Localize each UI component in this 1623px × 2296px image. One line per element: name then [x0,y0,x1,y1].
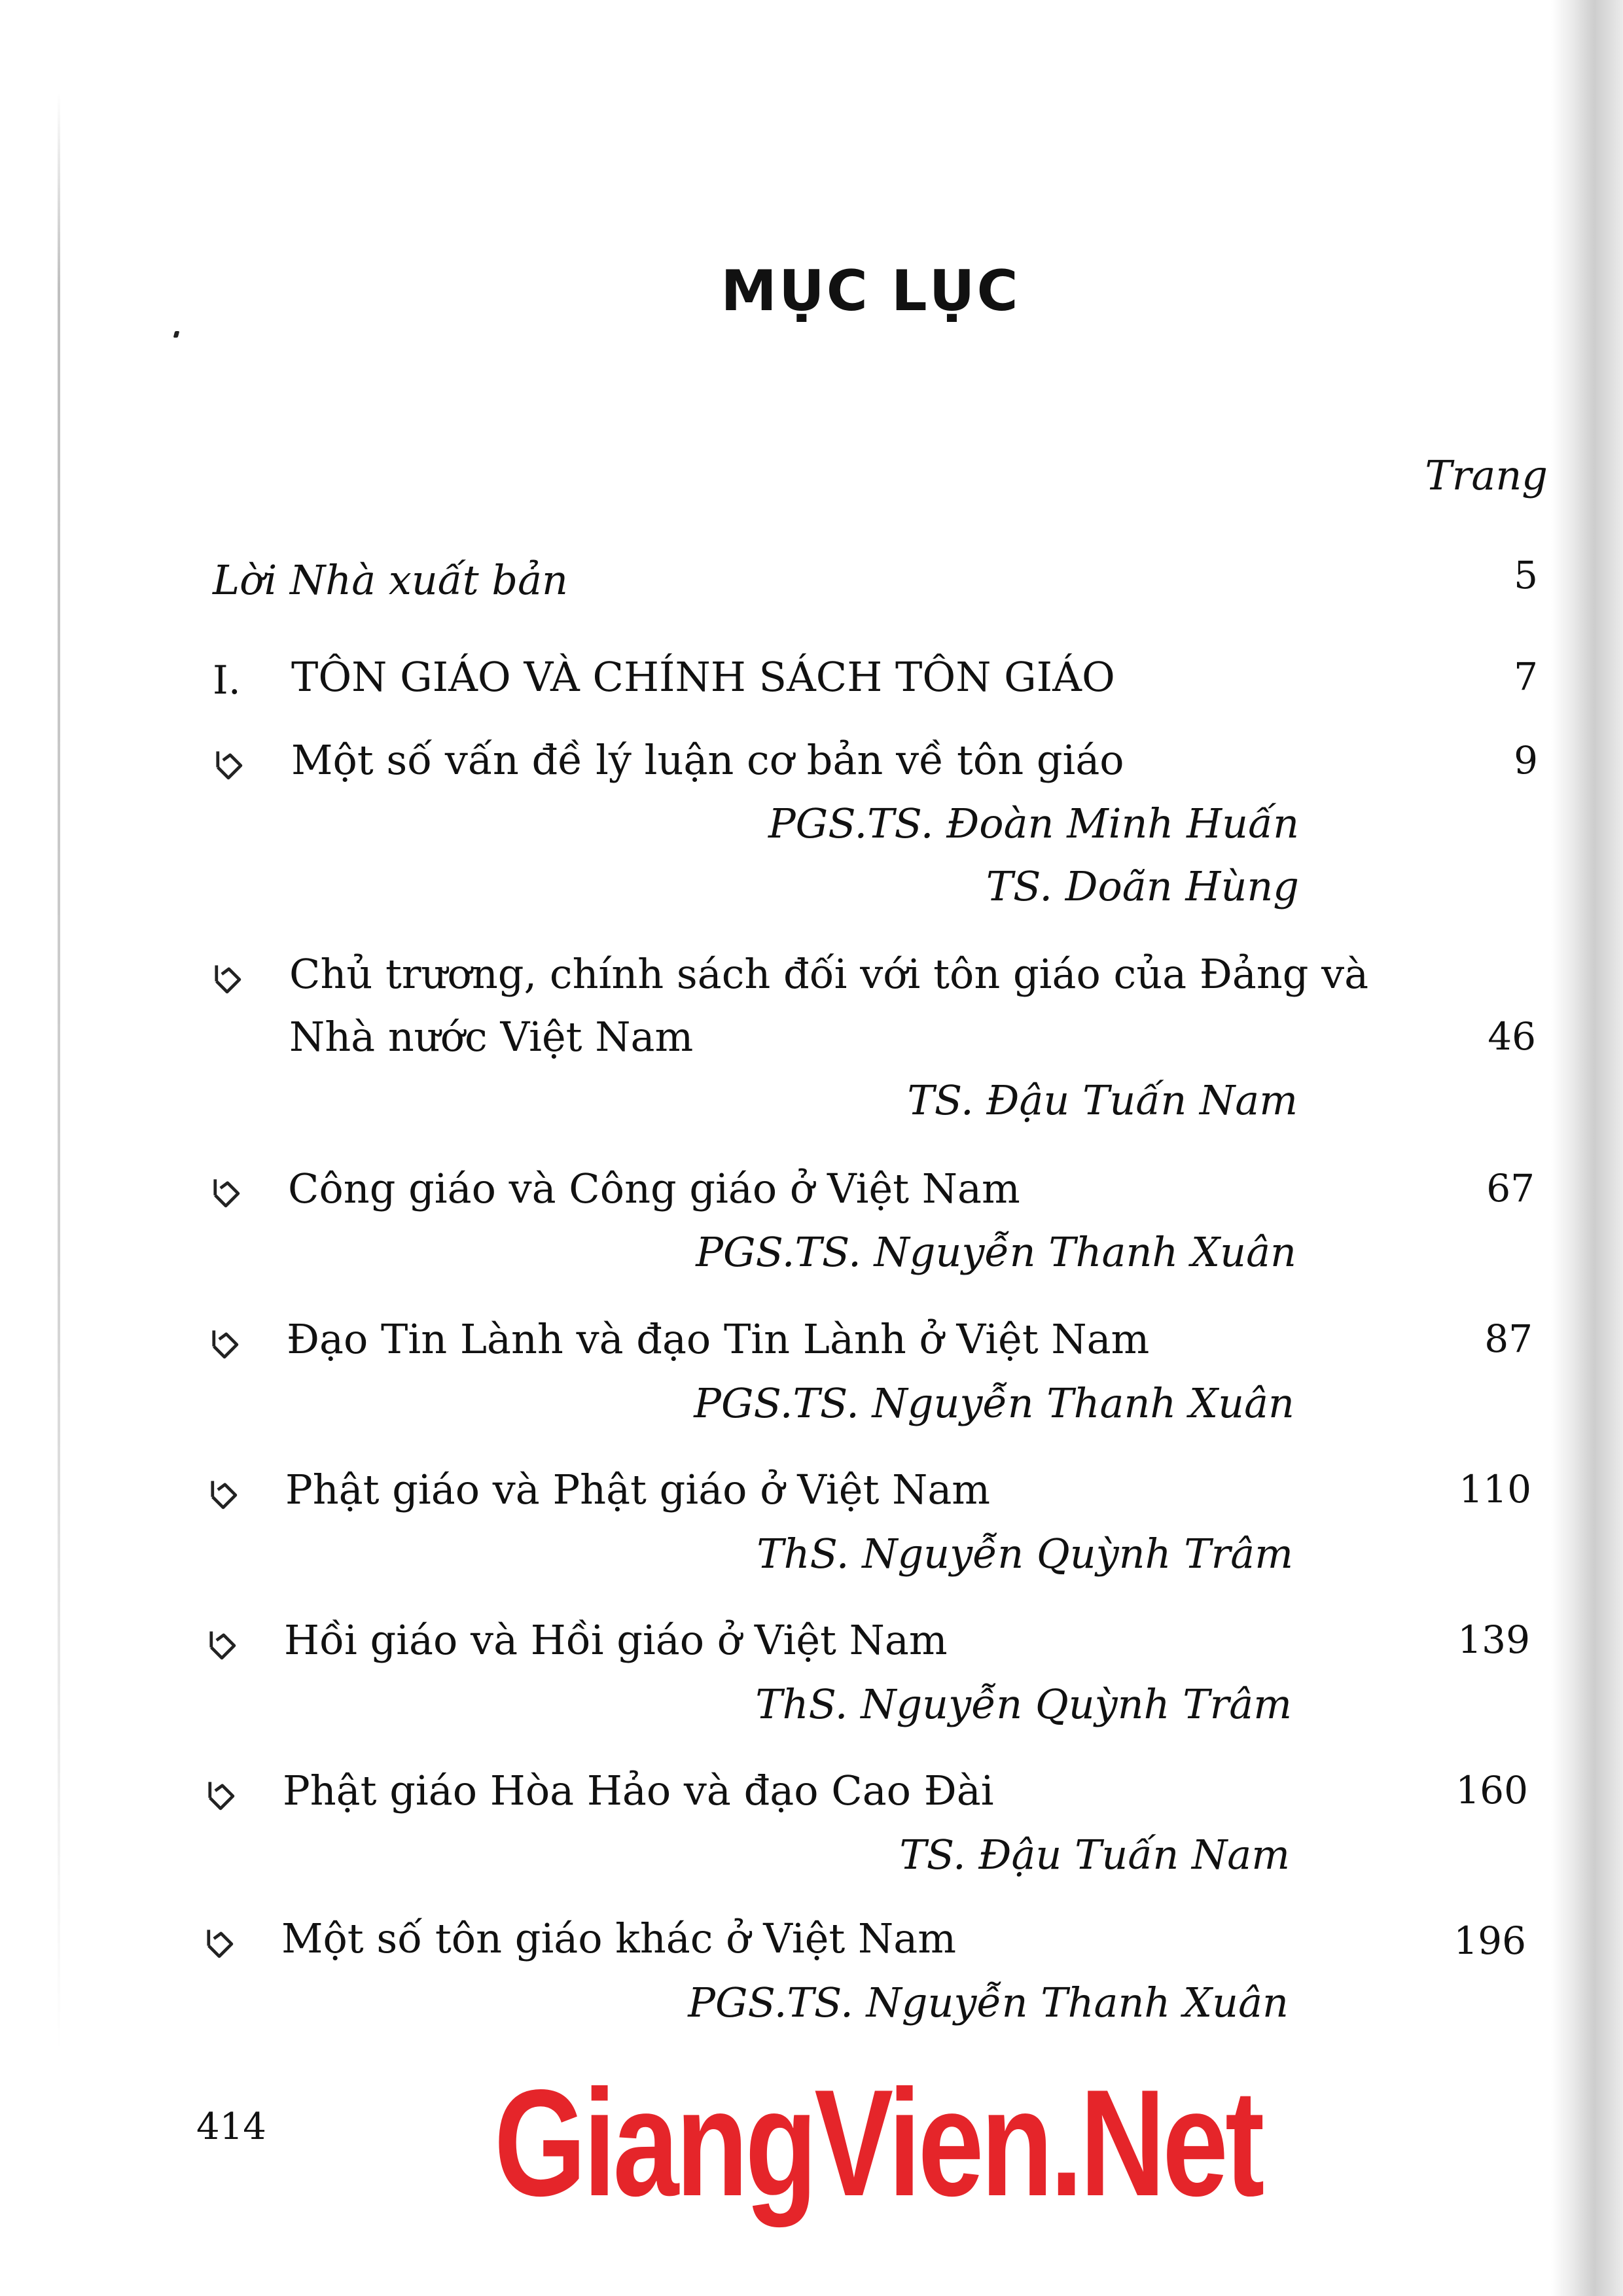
page-binding-shadow [58,92,60,2055]
arrow-bullet-icon [203,1778,238,1814]
entry-title: Hồi giáo và Hồi giáo ở Việt Nam [284,1616,948,1664]
arrow-bullet-icon [209,962,245,997]
arrow-bullet-icon [204,1628,240,1663]
entry-author: PGS.TS. Nguyễn Thanh Xuân [688,1979,1289,2026]
entry-page: 67 [1486,1166,1535,1210]
entry-page: 87 [1484,1316,1533,1361]
section-page: 7 [1514,654,1538,699]
entry-title: Phật giáo và Phật giáo ở Việt Nam [285,1466,991,1513]
scan-speck [173,331,180,338]
entry-title: Công giáo và Công giáo ở Việt Nam [288,1165,1020,1212]
preface-page: 5 [1514,553,1538,597]
entry-author: PGS.TS. Nguyễn Thanh Xuân [696,1228,1296,1276]
page-number: 414 [196,2106,266,2148]
entry-page: 9 [1514,738,1538,783]
entry-author: ThS. Nguyễn Quỳnh Trâm [757,1530,1293,1578]
entry-author: TS. Đậu Tuấn Nam [899,1831,1290,1879]
entry-author: TS. Doãn Hùng [986,862,1299,910]
entry-title: Một số tôn giáo khác ở Việt Nam [281,1915,957,1962]
entry-author: ThS. Nguyễn Quỳnh Trâm [755,1680,1292,1728]
page-title: MỤC LỤC [721,258,1020,324]
page-column-label: Trang [1425,451,1548,499]
entry-author: TS. Đậu Tuấn Nam [907,1076,1298,1124]
entry-title-line1: Chủ trương, chính sách đối với tôn giáo của Đảng và [289,950,1369,998]
preface-label: Lời Nhà xuất bản [213,556,568,604]
entry-page: 110 [1459,1467,1531,1511]
arrow-bullet-icon [207,1327,242,1362]
entry-title: Một số vấn đề lý luận cơ bản về tôn giáo [291,736,1124,784]
entry-title: Phật giáo Hòa Hảo và đạo Cao Đài [283,1767,994,1814]
entry-title: Đạo Tin Lành và đạo Tin Lành ở Việt Nam [287,1315,1150,1363]
watermark-logo: GiangVien.Net [494,2058,1262,2228]
entry-page: 196 [1454,1918,1526,1963]
entry-title-line2: Nhà nước Việt Nam [289,1013,694,1061]
arrow-bullet-icon [205,1477,241,1513]
arrow-bullet-icon [211,748,246,783]
entry-author: PGS.TS. Nguyễn Thanh Xuân [694,1379,1294,1427]
entry-page: 160 [1455,1768,1528,1812]
arrow-bullet-icon [202,1926,237,1962]
entry-page: 46 [1488,1014,1536,1059]
entry-author: PGS.TS. Đoàn Minh Huấn [768,800,1299,847]
page-edge-shadow [1551,0,1623,2296]
section-title: TÔN GIÁO VÀ CHÍNH SÁCH TÔN GIÁO [291,653,1115,701]
section-numeral: I. [213,658,241,703]
arrow-bullet-icon [208,1176,243,1211]
entry-page: 139 [1457,1617,1530,1662]
